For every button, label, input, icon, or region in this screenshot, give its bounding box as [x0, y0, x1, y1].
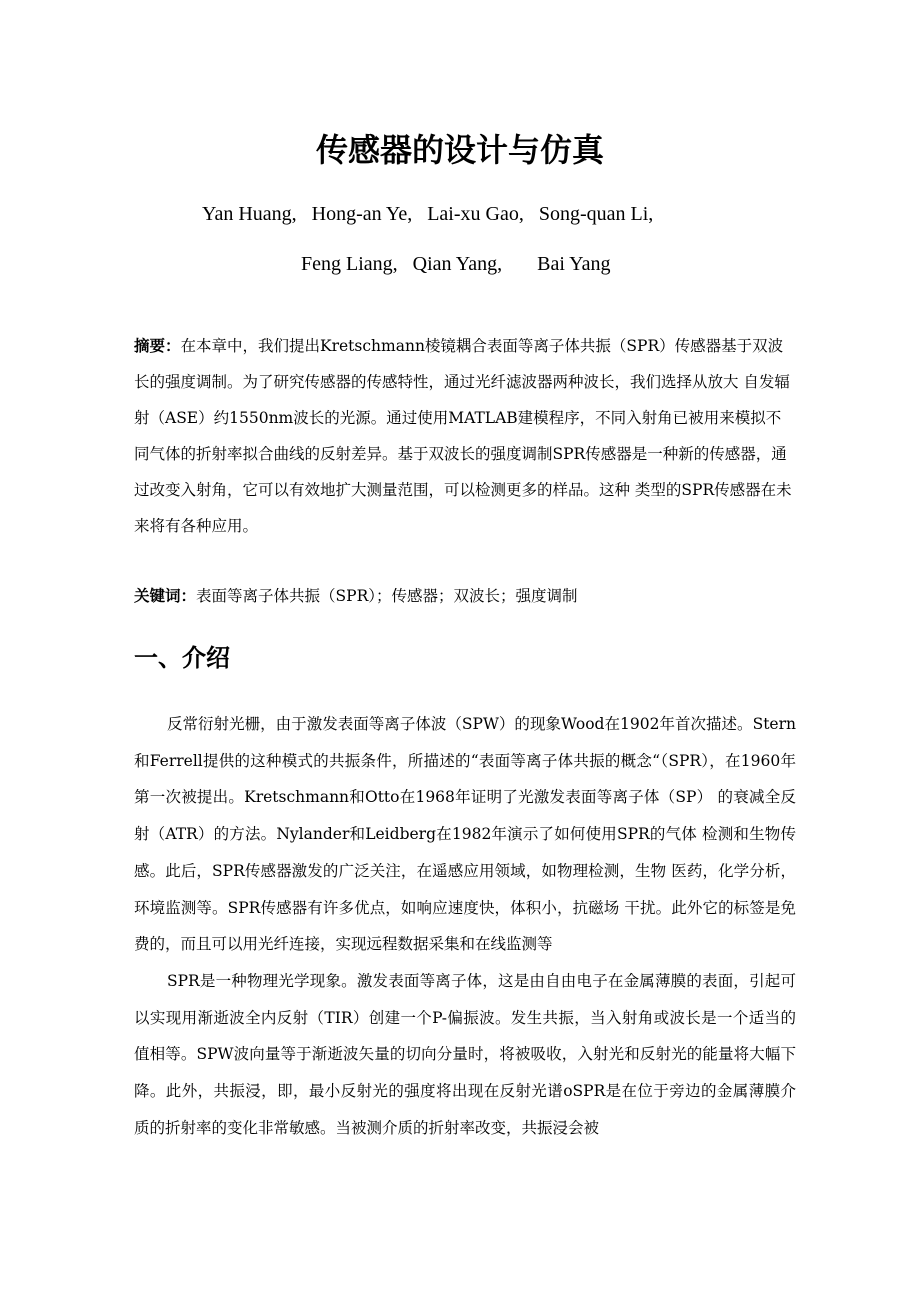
- abstract-text: 在本章中，我们提出Kretschmann棱镜耦合表面等离子体共振（SPR）传感器基于双波长的强度调制。为了研究传感器的传感特性，通过光纤滤波器两种波长，我们选择从放大 自发辐射（ASE）约1550nm波长的光源。通过使用MATLAB建模程序，不同入射角已被用来模拟不同气体的折射率拟合曲线的反射差异。基于双波长的强度调制SPR传感器是一种新的传感器，通过改变入射角，它可以有效地扩大测量范围，可以检测更多的样品。这种 类型的SPR传感器在未来将有各种应用。: [134, 337, 792, 535]
- keywords-label: 关键词：: [134, 587, 197, 605]
- keywords: [134, 581, 796, 611]
- author-list-line-2: Feng Liang, Qian Yang, Bai Yang: [301, 253, 611, 275]
- abstract-label: 摘要：: [134, 337, 181, 355]
- introduction-paragraph-2: SPR是一种物理光学现象。激发表面等离子体，这是由自由电子在金属薄膜的表面，引起可以实现用渐逝波全内反射（TIR）创建一个P-偏振波。发生共振，当入射角或波长是一个适当的值相等。SPW波向量等于渐逝波矢量的切向分量时，将被吸收，入射光和反射光的能量将大幅下降。此外，共振浸，即，最小反射光的强度将出现在反射光谱oSPR是在位于旁边的金属薄膜介质的折射率的变化非常敏感。当被测介质的折射率改变，共振浸会被: [134, 972, 796, 1137]
- introduction-paragraph-1: 反常衍射光栅，由于激发表面等离子体波（SPW）的现象Wood在1902年首次描述。Stern和Ferrell提供的这种模式的共振条件，所描述的“表面等离子体共振的概念“（SPR），在1960年第一次被提出。Kretschmann和Otto在1968年证明了光激发表面等离子体（SP） 的衰减全反射（ATR）的方法。Nylander和Leidberg在1982年演示了如何使用SPR的气体 检测和生物传感。此后，SPR传感器激发的广泛关注，在遥感应用领域，如物理检测，生物 医药，化学分析，环境监测等。SPR传感器有许多优点，如响应速度快，体积小，抗磁场 干扰。此外它的标签是免费的，而且可以用光纤连接，实现远程数据采集和在线监测等: [134, 715, 796, 954]
- author-list-line-1: Yan Huang, Hong-an Ye, Lai-xu Gao, Song-quan Li,: [202, 203, 654, 225]
- keywords-text: 表面等离子体共振（SPR）；传感器；双波长；强度调制: [196, 587, 578, 605]
- document-title: 传感器的设计与仿真: [315, 131, 604, 169]
- abstract: [134, 328, 796, 544]
- section-heading-introduction: 一、介绍: [134, 644, 230, 672]
